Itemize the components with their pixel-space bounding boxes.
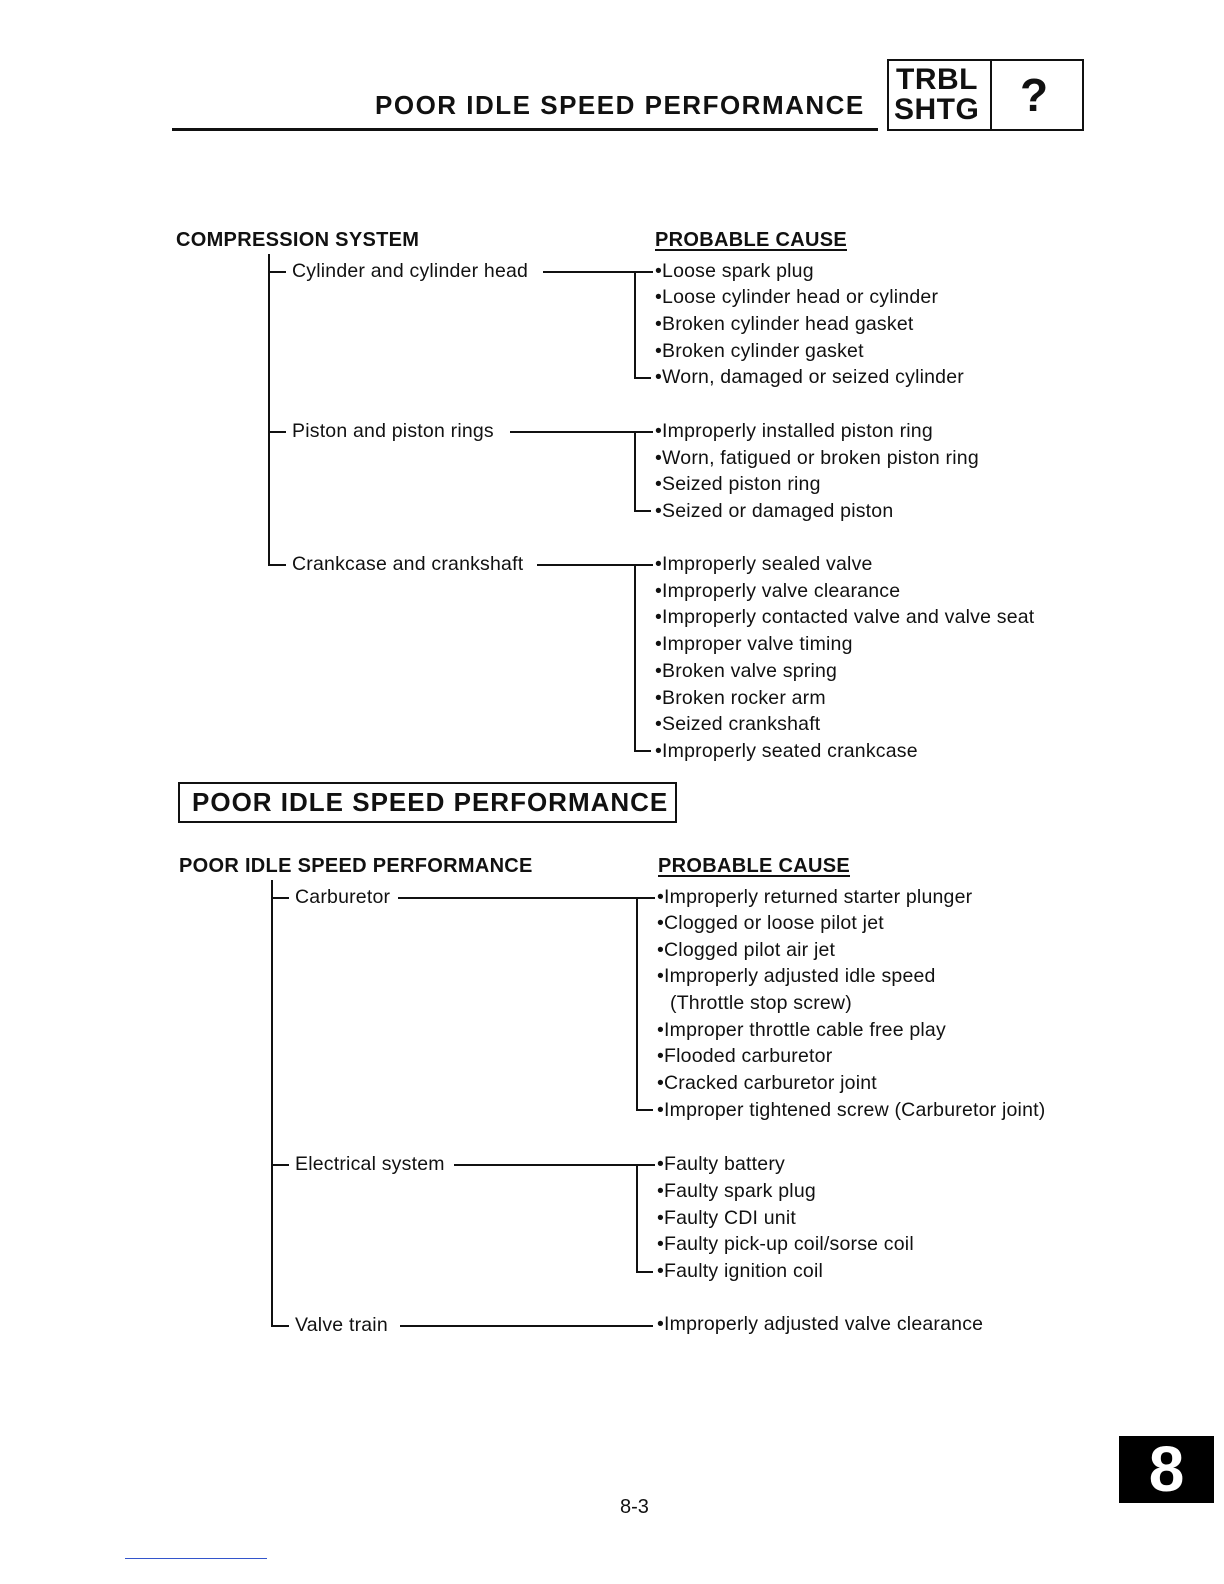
cause-item: •Improperly sealed valve xyxy=(655,553,873,575)
cause-item: •Improper throttle cable free play xyxy=(657,1019,946,1041)
cause-item: •Broken valve spring xyxy=(655,660,838,682)
cause-item: •Faulty CDI unit xyxy=(657,1207,796,1229)
cause-item: •Improper valve timing xyxy=(655,633,853,655)
cause-item: •Clogged or loose pilot jet xyxy=(657,912,884,934)
tab-divider xyxy=(990,60,992,130)
tab-label-trbl: TRBL xyxy=(896,63,978,96)
cause-item: •Improperly installed piston ring xyxy=(655,420,933,442)
cause-item: •Broken cylinder head gasket xyxy=(655,313,914,335)
poor-idle-heading: POOR IDLE SPEED PERFORMANCE xyxy=(179,855,533,877)
cause-item: •Broken cylinder gasket xyxy=(655,340,864,362)
cause-item: •Improperly adjusted valve clearance xyxy=(657,1313,984,1335)
cause-item: •Seized or damaged piston xyxy=(655,500,894,522)
cause-item: •Seized crankshaft xyxy=(655,713,821,735)
title-rule xyxy=(172,128,878,131)
section-title: POOR IDLE SPEED PERFORMANCE xyxy=(192,787,669,817)
cause-item-continuation: (Throttle stop screw) xyxy=(670,992,852,1014)
cause-item: •Improperly valve clearance xyxy=(655,580,901,602)
cause-item: •Clogged pilot air jet xyxy=(657,939,836,961)
cause-item: •Loose spark plug xyxy=(655,260,814,282)
cause-item: •Faulty spark plug xyxy=(657,1180,816,1202)
cause-item: •Improper tightened screw (Carburetor joint) xyxy=(657,1099,1046,1121)
cause-item: •Faulty pick-up coil/sorse coil xyxy=(657,1233,914,1255)
cause-group-label: Electrical system xyxy=(295,1153,445,1175)
cause-item: •Improperly contacted valve and valve seat xyxy=(655,606,1035,628)
cause-item: •Worn, fatigued or broken piston ring xyxy=(655,447,979,469)
cause-item: •Faulty battery xyxy=(657,1153,785,1175)
cause-item: •Improperly seated crankcase xyxy=(655,740,918,762)
cause-item: •Loose cylinder head or cylinder xyxy=(655,286,939,308)
compression-system-heading: COMPRESSION SYSTEM xyxy=(176,229,420,251)
question-icon: ? xyxy=(1020,69,1049,121)
probable-cause-heading-2: PROBABLE CAUSE xyxy=(658,855,850,877)
cause-group-label: Cylinder and cylinder head xyxy=(292,260,529,282)
cause-item: •Cracked carburetor joint xyxy=(657,1072,877,1094)
cause-item: •Worn, damaged or seized cylinder xyxy=(655,366,964,388)
cause-item: •Improperly returned starter plunger xyxy=(657,886,973,908)
chapter-tab: 8 xyxy=(1119,1436,1214,1503)
probable-cause-heading-1: PROBABLE CAUSE xyxy=(655,229,847,251)
cause-group-label: Crankcase and crankshaft xyxy=(292,553,524,575)
page-title: POOR IDLE SPEED PERFORMANCE xyxy=(375,90,865,120)
cause-item: •Flooded carburetor xyxy=(657,1045,833,1067)
cause-item: •Faulty ignition coil xyxy=(657,1260,824,1282)
cause-item: •Seized piston ring xyxy=(655,473,821,495)
tab-label-shtg: SHTG xyxy=(894,93,980,126)
cause-group-label: Carburetor xyxy=(295,886,391,908)
footer-rule xyxy=(125,1558,267,1559)
cause-group-label: Piston and piston rings xyxy=(292,420,494,442)
page-number: 8-3 xyxy=(620,1496,649,1518)
cause-item: •Broken rocker arm xyxy=(655,687,826,709)
cause-group-label: Valve train xyxy=(295,1314,388,1336)
tree-trunk-2 xyxy=(271,880,273,1326)
tree-trunk-1 xyxy=(268,254,270,565)
cause-item: •Improperly adjusted idle speed xyxy=(657,965,936,987)
